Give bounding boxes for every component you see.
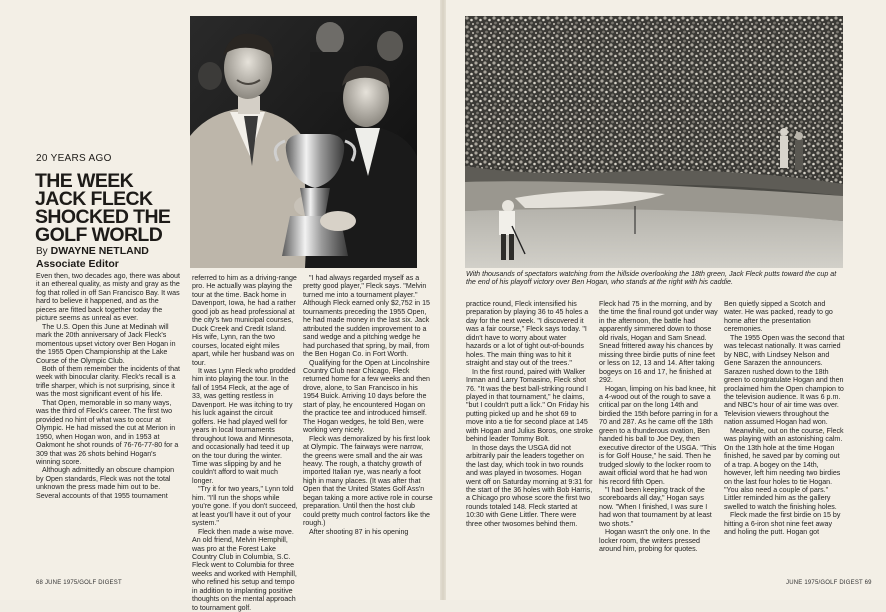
trophy-photo-illustration: [190, 16, 417, 268]
paragraph: Hogan, limping on his bad knee, hit a 4-wood out of the rough to save a critical par on the long 14th and birdied the 15th before parring in for a 70 and 287. As he came off the 18th green to a thunderous ovation, Ben handed his ball to Joe Dey, then executive director of the USGA. "This is for Golf House," he said. Then he trudged slowly to the locker room to await official word that he had won his record fifth Open.: [599, 384, 718, 486]
byline: [36, 245, 149, 257]
paragraph: "I had always regarded myself as a pretty good player," Fleck says. "Melvin turned me into a tournament player." Although Fleck earned only $2,752 in 15 tournaments preceding the 1955 Open, he had made money in the last six. Jack attributed the sudden improvement to a sand wedge and a pitching wedge he had purchased that spring, by mail, from the Ben Hogan Co. in Fort Worth.: [303, 274, 430, 359]
eighteenth-green-photo: [465, 16, 843, 268]
paragraph: In those days the USGA did not arbitrarily pair the leaders together on the last day, which took in two rounds and was played in twosomes. Hogan went off on Saturday morning at 9:31 for the start of the 36 holes with Bob Harris, a Chicago pro whose score the first two rounds totaled 148. Fleck started at 10:30 with Gene Littler. There were three other twosomes behind them.: [466, 443, 593, 528]
paragraph: That Open, memorable in so many ways, was the third of Fleck's career. The first two provided no hint of what was to occur at Olympic. He had missed the cut at Merion in 1950, when Hogan won, and in 1953 at Oakmont he shot rounds of 76-76-77-80 for a 309 that was 26 shots behind Hogan's winning score.: [36, 398, 179, 466]
paragraph: The U.S. Open this June at Medinah will mark the 20th anniversary of Jack Fleck's momentous upset victory over Ben Hogan in the 1955 Open Championship at the Lake Course of the Olympic Club.: [36, 322, 176, 365]
article-column-2: [192, 274, 298, 612]
paragraph: Both of them remember the incidents of that week with binocular clarity. Fleck's recall is a trifle sharper, which is not surprising, since it was the most significant event of his life.: [36, 364, 181, 399]
article-column-3: [303, 274, 433, 536]
byline-role: Associate Editor: [36, 258, 119, 270]
folio-right: JUNE 1975/GOLF DIGEST 69: [786, 580, 872, 586]
folio-left: 68 JUNE 1975/GOLF DIGEST: [36, 580, 122, 586]
paragraph: In the first round, paired with Walker Inman and Larry Tomasino, Fleck shot 76. "It was the best ball-striking round I played in that tournament," he claims, "but I couldn't putt a lick." On Friday his putting picked up and he shot 69 to move into a tie for second place at 145 with Hogan and Julius Boros, one stroke behind leader Tommy Bolt.: [466, 367, 593, 444]
paragraph: The 1955 Open was the second that was telecast nationally. It was carried by NBC, with Lindsey Nelson and Gene Sarazen the announcers. Sarazen rushed down to the 18th green to congratulate Hogan and then proclaimed him the Open champion to the television audience. It was 6 p.m. and NBC's hour of air time was over. Television viewers throughout the nation assumed Hogan had won.: [724, 333, 845, 427]
photo-caption: With thousands of spectators watching from the hillside overlooking the 18th green, Jack Fleck putts toward the cup at the end of his playoff victory over Ben Hogan, who stands at the right with his caddie.: [466, 270, 837, 287]
paragraph: It was Lynn Fleck who prodded him into playing the tour. In the fall of 1954 Fleck, at the age of 33, was getting restless in Davenport. He was itching to try his luck against the circuit golfers. He had played well for years in local tournaments throughout Iowa and Minnesota, and occasionally had teed it up on the tour during the winter. Time was slipping by and he couldn't afford to wait much longer.: [192, 366, 296, 485]
article-column-6: [724, 300, 845, 537]
paragraph: "Try it for two years," Lynn told him. "I'll run the shops while you're gone. If you don't succeed, at least you'll have it out of your system.": [192, 485, 298, 528]
paragraph: Fleck was demoralized by his first look at Olympic. The fairways were narrow, the greens were small and the air was heavy. The rough, a thatchy growth of imported Italian rye, was nearly a foot high in many places. (It was after that Open that the United States Golf Ass'n began taking a more active role in course preparation. Until then the host club could pretty much control factors like the rough.): [303, 434, 433, 528]
headline-line: THE WEEK: [35, 170, 134, 192]
paragraph: Although admittedly an obscure champion by Open standards, Fleck was not the total unknown the press made him out to be. Several accounts of that 1955 tournament: [36, 466, 175, 500]
headline-line: SHOCKED THE: [35, 206, 171, 228]
paragraph: Meanwhile, out on the course, Fleck was playing with an astonishing calm. On the 13th hole at the time Hogan finished, he saved par by coming out of a trap. A bogey on the 14th, however, left him needing two birdies on the last four holes to tie Hogan. "You also need a couple of pars." Littler reminded him as the gallery swelled to watch the finishing holes.: [724, 426, 844, 511]
paragraph: Fleck had 75 in the morning, and by the time the final round got under way in the afternoon, the battle had apparently simmered down to those old rivals, Hogan and Sam Snead. Snead frittered away his chances by missing three birdie putts of nine feet or less on 12, 13 and 14. After taking bogeys on 16 and 17, he finished at 292.: [599, 300, 718, 385]
paragraph: Fleck then made a wise move. An old friend, Melvin Hemphill, was pro at the Forest Lake Country Club in Columbia, S.C. Fleck went to Columbia for three weeks and worked with Hemphill, who refined his setup and tempo in addition to implanting positive thoughts on the mental approach to tournament golf.: [192, 527, 297, 612]
article-column-1: [36, 272, 180, 500]
paragraph: Fleck made the first birdie on 15 by hitting a 6-iron shot nine feet away and holing the putt. Hogan got: [724, 511, 841, 537]
headline-line: GOLF WORLD: [35, 224, 163, 246]
green-photo-illustration: [465, 16, 843, 268]
headline: [35, 172, 185, 244]
byline-prefix: By: [36, 246, 48, 257]
paragraph: Hogan wasn't the only one. In the locker room, the writers pressed around him, probing for quotes.: [599, 528, 711, 554]
paragraph: Even then, two decades ago, there was about it an ethereal quality, as misty and gray as the fog that rolled in off San Francisco Bay. It was hard to believe it happened, and as the pieces are fitted back together today the picture seems as unreal as ever.: [36, 272, 180, 323]
paragraph: referred to him as a driving-range pro. He actually was playing the tour at the time. Back home in Davenport, Iowa, he had a rather good job as head professional at the city's two municipal courses, Duck Creek and Credit Island. His wife, Lynn, ran the two courses, located eight miles apart, while her husband was on tour.: [192, 274, 297, 367]
paragraph: Qualifying for the Open at Lincolnshire Country Club near Chicago, Fleck returned home for a few weeks and then drove, alone, to San Francisco in his 1954 Buick. Arriving 10 days before the start of play, he encountered Hogan on the practice tee and introduced himself. The Hogan wedges, he told Ben, were working very nicely.: [303, 358, 430, 435]
article-column-5: [599, 300, 718, 554]
page-gutter: [440, 0, 446, 600]
byline-author: DWAYNE NETLAND: [50, 245, 149, 257]
headline-line: JACK FLECK: [35, 188, 153, 210]
paragraph: "I had been keeping track of the scoreboards all day," Hogan says now. "When I finished, I was sure I had won that tournament by at least two shots.": [599, 485, 712, 528]
kicker-label: 20 YEARS AGO: [36, 153, 112, 164]
trophy-presentation-photo: [190, 16, 417, 268]
paragraph: practice round, Fleck intensified his preparation by playing 36 to 45 holes a day for the next week. "I discovered it was a fair course," Fleck says today. "I didn't have to worry about water hazards or a lot of tight out-of-bounds holes. The main thing was to hit it straight and stay out of the trees.": [466, 300, 589, 368]
paragraph: After shooting 87 in his opening: [309, 527, 409, 536]
paragraph: Ben quietly sipped a Scotch and water. He was packed, ready to go home after the presentation ceremonies.: [724, 300, 833, 334]
article-column-4: [466, 300, 593, 528]
